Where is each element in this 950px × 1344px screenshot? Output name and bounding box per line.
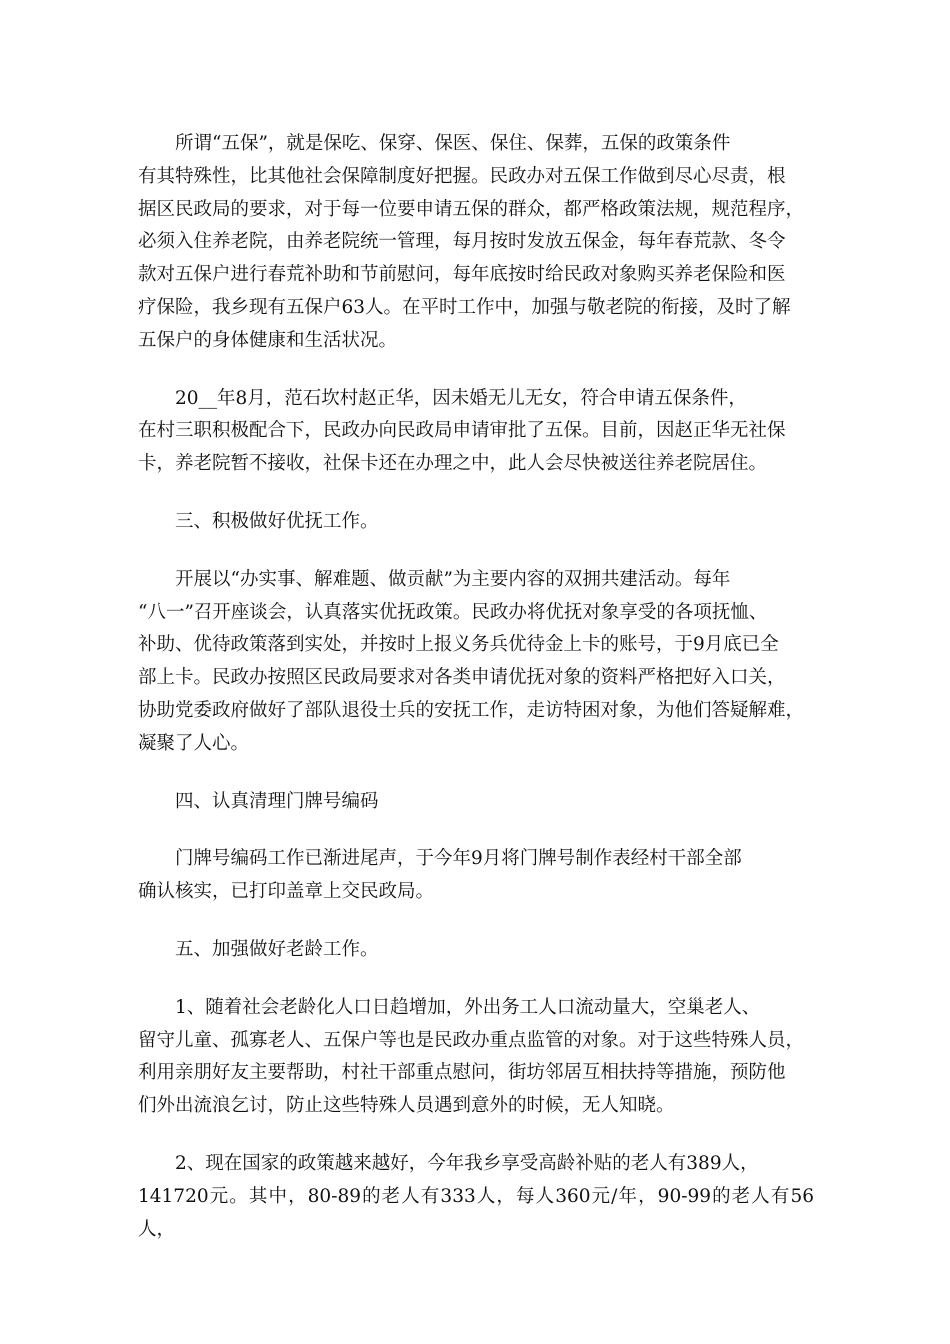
heading-text: 三、积极做好优抚工作。 [175, 510, 379, 532]
text-line: 留守儿童、孤寡老人、五保户等也是民政办重点监管的对象。对于这些特殊人员， [138, 1029, 805, 1051]
text-line: “八一”召开座谈会，认真落实优抚政策。民政办将优抚对象享受的各项抚恤、 [138, 601, 768, 623]
text-line: 补助、优待政策落到实处，并按时上报义务兵优待金上卡的账号，于9月底已全 [138, 634, 779, 656]
text-line: 开展以“办实事、解难题、做贡献”为主要内容的双拥共建活动。每年 [175, 568, 731, 590]
text-line: 所谓“五保”，就是保吃、保穿、保医、保住、保葬，五保的政策条件 [175, 133, 731, 154]
section-heading-4 [138, 786, 814, 819]
text-line: 利用亲朋好友主要帮助，村社干部重点慰问，街坊邻居互相扶持等措施，预防他 [138, 1062, 786, 1084]
text-line: 卡，养老院暂不接收，社保卡还在办理之中，此人会尽快被送往养老院居住。 [138, 453, 768, 475]
text-line: 2、现在国家的政策越来越好，今年我乡享受高龄补贴的老人有389人， [175, 1152, 759, 1174]
text-line: 门牌号编码工作已渐进尾声，于今年9月将门牌号制作表经村干部全部 [175, 848, 742, 870]
paragraph-youfu [138, 564, 814, 761]
document-page [138, 128, 814, 1271]
paragraph-doorplate [138, 843, 814, 909]
text-line: 141720元。其中，80-89的老人有333人，每人360元/年，90-99的老人有56人， [138, 1185, 814, 1240]
text-line: 在村三职积极配合下，民政办向民政局申请审批了五保。目前，因赵正华无社保 [138, 420, 786, 442]
text-line: 款对五保户进行春荒补助和节前慰问，每年底按时给民政对象购买养老保险和医 [138, 264, 786, 286]
heading-text: 四、认真清理门牌号编码 [175, 790, 379, 812]
text-line: 20__年8月，范石坎村赵正华，因未婚无儿无女，符合申请五保条件， [175, 387, 747, 409]
text-line: 部上卡。民政办按照区民政局要求对各类申请优抚对象的资料严格把好入口关， [138, 667, 786, 689]
text-line: 疗保险，我乡现有五保户63人。在平时工作中，加强与敬老院的衔接，及时了解 [138, 296, 791, 318]
paragraph-zhao-case [138, 383, 814, 481]
text-line: 五保户的身体健康和生活状况。 [138, 329, 398, 351]
paragraph-aging-1 [138, 992, 814, 1123]
text-line: 必须入住养老院，由养老院统一管理，每月按时发放五保金，每年春荒款、冬令 [138, 231, 786, 253]
text-line: 协助党委政府做好了部队退役士兵的安抚工作，走访特困对象，为他们答疑解难， [138, 699, 805, 721]
text-line: 据区民政局的要求，对于每一位要申请五保的群众，都严格政策法规，规范程序， [138, 198, 805, 220]
heading-text: 五、加强做好老龄工作。 [175, 938, 379, 960]
text-line: 凝聚了人心。 [138, 732, 250, 754]
text-line: 有其特殊性，比其他社会保障制度好把握。民政办对五保工作做到尽心尽责，根 [138, 165, 786, 187]
text-line: 们外出流浪乞讨，防止这些特殊人员遇到意外的时候，无人知晓。 [138, 1095, 675, 1117]
text-line: 确认核实，已打印盖章上交民政局。 [138, 881, 435, 903]
paragraph-wubao-policy [138, 128, 814, 358]
text-line: 1、随着社会老龄化人口日趋增加，外出务工人口流动量大，空巢老人、 [175, 996, 761, 1018]
section-heading-5 [138, 934, 814, 967]
section-heading-3 [138, 506, 814, 539]
paragraph-aging-2 [138, 1148, 814, 1246]
